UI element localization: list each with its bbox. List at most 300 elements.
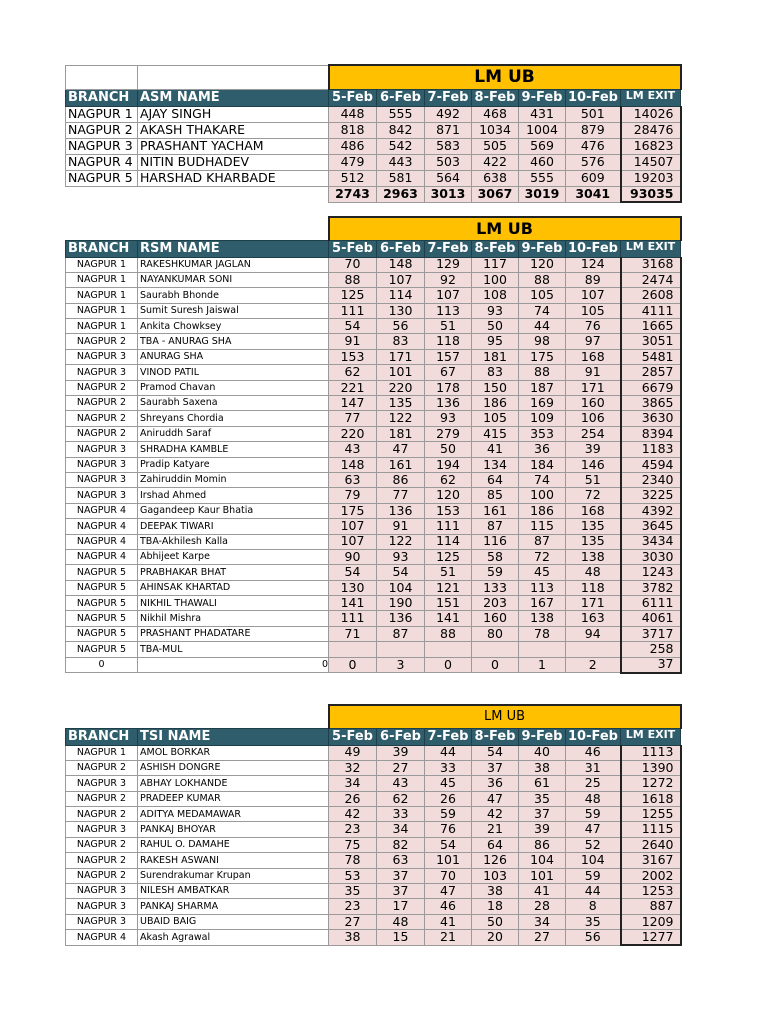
value-cell: 160	[566, 396, 621, 411]
exit-cell: 1113	[621, 745, 681, 760]
exit-cell: 1253	[621, 884, 681, 899]
value-cell: 186	[472, 396, 519, 411]
value-cell: 54	[329, 319, 377, 334]
value-cell: 36	[519, 442, 566, 457]
branch-cell: NAGPUR 1	[66, 272, 138, 287]
name-cell: Gagandeep Kaur Bhatia	[138, 503, 329, 518]
table-row	[66, 642, 681, 657]
value-cell: 126	[472, 853, 519, 868]
table-row	[66, 914, 681, 929]
value-cell: 107	[425, 288, 472, 303]
value-cell: 21	[425, 930, 472, 945]
value-cell: 147	[329, 396, 377, 411]
col-header-date: 5-Feb	[329, 89, 377, 106]
value-cell: 50	[425, 442, 472, 457]
value-cell: 88	[519, 272, 566, 287]
col-header-date: 9-Feb	[519, 240, 566, 257]
value-cell: 1034	[472, 122, 519, 138]
name-cell: AMOL BORKAR	[138, 745, 329, 760]
value-cell: 0	[329, 657, 377, 672]
name-cell: Abhijeet Karpe	[138, 549, 329, 564]
value-cell: 46	[566, 745, 621, 760]
table-row	[66, 580, 681, 595]
value-cell: 47	[472, 791, 519, 806]
value-cell: 56	[566, 930, 621, 945]
table-row	[66, 503, 681, 518]
value-cell: 148	[329, 457, 377, 472]
value-cell: 41	[425, 914, 472, 929]
table-row	[66, 170, 681, 186]
value-cell: 71	[329, 626, 377, 641]
branch-cell: NAGPUR 4	[66, 503, 138, 518]
value-cell: 18	[472, 899, 519, 914]
col-header-name: RSM NAME	[138, 240, 329, 257]
table-row	[66, 380, 681, 395]
value-cell: 28	[519, 899, 566, 914]
branch-cell: NAGPUR 5	[66, 565, 138, 580]
table-row	[66, 442, 681, 457]
col-header-exit: LM EXIT	[621, 240, 681, 257]
exit-cell: 37	[621, 657, 681, 672]
value-cell: 37	[472, 760, 519, 775]
exit-cell: 2640	[621, 837, 681, 852]
table-row	[66, 519, 681, 534]
value-cell: 77	[329, 411, 377, 426]
value-cell: 125	[329, 288, 377, 303]
name-cell: ABHAY LOKHANDE	[138, 776, 329, 791]
branch-cell: NAGPUR 5	[66, 642, 138, 657]
value-cell: 87	[377, 626, 425, 641]
value-cell: 40	[519, 745, 566, 760]
table-row	[66, 396, 681, 411]
value-cell: 35	[519, 791, 566, 806]
exit-cell: 6111	[621, 596, 681, 611]
table-row	[66, 776, 681, 791]
value-cell: 78	[519, 626, 566, 641]
value-cell: 27	[519, 930, 566, 945]
value-cell: 41	[519, 884, 566, 899]
table-row	[66, 853, 681, 868]
value-cell: 107	[566, 288, 621, 303]
col-header-date: 5-Feb	[329, 728, 377, 745]
value-cell: 124	[566, 257, 621, 272]
value-cell: 64	[472, 837, 519, 852]
value-cell: 72	[566, 488, 621, 503]
name-cell: PANKAJ SHARMA	[138, 899, 329, 914]
value-cell: 117	[472, 257, 519, 272]
value-cell: 31	[566, 760, 621, 775]
table-row	[66, 565, 681, 580]
table-row	[66, 122, 681, 138]
value-cell: 169	[519, 396, 566, 411]
branch-cell: NAGPUR 4	[66, 534, 138, 549]
value-cell: 138	[566, 549, 621, 564]
value-cell: 101	[519, 868, 566, 883]
value-cell: 34	[377, 822, 425, 837]
exit-cell: 4392	[621, 503, 681, 518]
exit-cell: 14026	[621, 106, 681, 122]
branch-cell: NAGPUR 2	[66, 807, 138, 822]
value-cell: 879	[566, 122, 621, 138]
exit-cell: 1390	[621, 760, 681, 775]
col-header-date: 9-Feb	[519, 728, 566, 745]
value-cell: 37	[377, 868, 425, 883]
value-cell: 77	[377, 488, 425, 503]
value-cell: 25	[566, 776, 621, 791]
name-cell: Surendrakumar Krupan	[138, 868, 329, 883]
exit-cell: 2474	[621, 272, 681, 287]
value-cell: 190	[377, 596, 425, 611]
exit-cell: 2857	[621, 365, 681, 380]
exit-cell: 3051	[621, 334, 681, 349]
value-cell: 167	[519, 596, 566, 611]
value-cell: 133	[472, 580, 519, 595]
exit-cell: 1272	[621, 776, 681, 791]
name-cell: AJAY SINGH	[138, 106, 329, 122]
exit-cell: 5481	[621, 349, 681, 364]
branch-cell: NAGPUR 3	[66, 914, 138, 929]
value-cell: 125	[425, 549, 472, 564]
branch-cell: NAGPUR 5	[66, 170, 138, 186]
name-cell: PRASHANT YACHAM	[138, 138, 329, 154]
title-row	[66, 217, 681, 240]
name-cell: Pramod Chavan	[138, 380, 329, 395]
value-cell: 34	[519, 914, 566, 929]
value-cell: 503	[425, 154, 472, 170]
value-cell: 91	[566, 365, 621, 380]
value-cell: 75	[329, 837, 377, 852]
value-cell: 52	[566, 837, 621, 852]
value-cell: 26	[425, 791, 472, 806]
value-cell: 53	[329, 868, 377, 883]
table-row	[66, 745, 681, 760]
value-cell: 187	[519, 380, 566, 395]
value-cell: 91	[329, 334, 377, 349]
col-header-date: 7-Feb	[425, 89, 472, 106]
value-cell: 175	[329, 503, 377, 518]
value-cell: 72	[519, 549, 566, 564]
value-cell: 54	[329, 565, 377, 580]
value-cell: 59	[472, 565, 519, 580]
name-cell: VINOD PATIL	[138, 365, 329, 380]
header-row	[66, 240, 681, 257]
value-cell: 83	[377, 334, 425, 349]
value-cell: 135	[566, 534, 621, 549]
value-cell: 48	[377, 914, 425, 929]
name-cell: Pradip Katyare	[138, 457, 329, 472]
table-row	[66, 534, 681, 549]
table-row	[66, 257, 681, 272]
value-cell: 91	[377, 519, 425, 534]
exit-cell: 3168	[621, 257, 681, 272]
value-cell: 121	[425, 580, 472, 595]
value-cell: 842	[377, 122, 425, 138]
value-cell: 63	[377, 853, 425, 868]
col-header-date: 6-Feb	[377, 240, 425, 257]
value-cell: 44	[519, 319, 566, 334]
value-cell: 104	[566, 853, 621, 868]
value-cell: 111	[425, 519, 472, 534]
table-row	[66, 488, 681, 503]
value-cell: 87	[519, 534, 566, 549]
value-cell: 42	[472, 807, 519, 822]
name-cell: DEEPAK TIWARI	[138, 519, 329, 534]
branch-cell: NAGPUR 5	[66, 611, 138, 626]
title-row	[66, 705, 681, 728]
value-cell: 2	[566, 657, 621, 672]
exit-cell: 4111	[621, 303, 681, 318]
name-cell: ANURAG SHA	[138, 349, 329, 364]
value-cell: 576	[566, 154, 621, 170]
value-cell: 583	[425, 138, 472, 154]
name-cell: Irshad Ahmed	[138, 488, 329, 503]
value-cell: 220	[329, 426, 377, 441]
value-cell: 103	[472, 868, 519, 883]
name-cell: RAHUL O. DAMAHE	[138, 837, 329, 852]
branch-cell: NAGPUR 5	[66, 580, 138, 595]
value-cell: 78	[329, 853, 377, 868]
value-cell: 101	[377, 365, 425, 380]
value-cell: 39	[377, 745, 425, 760]
name-cell: NILESH AMBATKAR	[138, 884, 329, 899]
branch-cell: NAGPUR 2	[66, 837, 138, 852]
exit-cell: 4594	[621, 457, 681, 472]
branch-cell: NAGPUR 5	[66, 596, 138, 611]
col-header-exit: LM EXIT	[621, 89, 681, 106]
value-cell: 62	[329, 365, 377, 380]
col-header-date: 10-Feb	[566, 89, 621, 106]
value-cell: 111	[329, 303, 377, 318]
value-cell: 114	[377, 288, 425, 303]
branch-cell: NAGPUR 3	[66, 472, 138, 487]
value-cell: 104	[519, 853, 566, 868]
branch-cell: NAGPUR 4	[66, 519, 138, 534]
name-cell: Shreyans Chordia	[138, 411, 329, 426]
value-cell: 153	[329, 349, 377, 364]
value-cell: 45	[519, 565, 566, 580]
exit-cell: 1665	[621, 319, 681, 334]
table-row	[66, 365, 681, 380]
empty-cell	[66, 65, 138, 89]
exit-cell: 3225	[621, 488, 681, 503]
exit-cell: 1255	[621, 807, 681, 822]
value-cell: 82	[377, 837, 425, 852]
value-cell: 59	[566, 868, 621, 883]
exit-cell: 14507	[621, 154, 681, 170]
value-cell: 98	[519, 334, 566, 349]
value-cell: 135	[566, 519, 621, 534]
value-cell: 492	[425, 106, 472, 122]
name-cell: Ankita Chowksey	[138, 319, 329, 334]
value-cell: 26	[329, 791, 377, 806]
branch-cell: NAGPUR 3	[66, 884, 138, 899]
header-row	[66, 728, 681, 745]
exit-cell: 3717	[621, 626, 681, 641]
value-cell: 83	[472, 365, 519, 380]
table-row	[66, 457, 681, 472]
value-cell: 161	[472, 503, 519, 518]
value-cell: 555	[519, 170, 566, 186]
exit-cell: 1618	[621, 791, 681, 806]
branch-cell: NAGPUR 3	[66, 822, 138, 837]
branch-cell: NAGPUR 2	[66, 853, 138, 868]
value-cell: 62	[425, 472, 472, 487]
value-cell: 15	[377, 930, 425, 945]
exit-cell: 3865	[621, 396, 681, 411]
branch-cell: NAGPUR 1	[66, 303, 138, 318]
name-cell: NITIN BUDHADEV	[138, 154, 329, 170]
exit-cell: 3030	[621, 549, 681, 564]
value-cell: 107	[377, 272, 425, 287]
value-cell: 194	[425, 457, 472, 472]
value-cell: 160	[472, 611, 519, 626]
value-cell: 48	[566, 565, 621, 580]
branch-cell: NAGPUR 4	[66, 154, 138, 170]
name-cell: Saurabh Bhonde	[138, 288, 329, 303]
value-cell: 105	[519, 288, 566, 303]
exit-cell: 16823	[621, 138, 681, 154]
name-cell: Zahiruddin Momin	[138, 472, 329, 487]
branch-cell: NAGPUR 4	[66, 549, 138, 564]
title-row	[66, 65, 681, 89]
value-cell: 59	[566, 807, 621, 822]
empty-cell	[66, 217, 138, 240]
branch-cell: NAGPUR 4	[66, 930, 138, 945]
value-cell: 108	[472, 288, 519, 303]
value-cell: 104	[377, 580, 425, 595]
value-cell: 89	[566, 272, 621, 287]
value-cell: 168	[566, 349, 621, 364]
value-cell: 203	[472, 596, 519, 611]
value-cell: 609	[566, 170, 621, 186]
value-cell: 157	[425, 349, 472, 364]
value-cell: 136	[377, 503, 425, 518]
value-cell: 79	[329, 488, 377, 503]
value-cell: 564	[425, 170, 472, 186]
value-cell: 153	[425, 503, 472, 518]
table-title: LM UB	[329, 705, 681, 728]
value-cell: 85	[472, 488, 519, 503]
col-header-branch: BRANCH	[66, 240, 138, 257]
value-cell: 97	[566, 334, 621, 349]
value-cell: 171	[566, 380, 621, 395]
value-cell: 0	[425, 657, 472, 672]
table-row	[66, 596, 681, 611]
branch-cell: NAGPUR 1	[66, 319, 138, 334]
value-cell: 555	[377, 106, 425, 122]
value-cell: 818	[329, 122, 377, 138]
branch-cell: 0	[66, 657, 138, 672]
table-row	[66, 411, 681, 426]
value-cell: 501	[566, 106, 621, 122]
value-cell: 118	[566, 580, 621, 595]
table-row	[66, 472, 681, 487]
value-cell: 221	[329, 380, 377, 395]
exit-cell: 19203	[621, 170, 681, 186]
value-cell: 161	[377, 457, 425, 472]
table-row	[66, 657, 681, 672]
value-cell: 87	[472, 519, 519, 534]
name-cell: SHRADHA KAMBLE	[138, 442, 329, 457]
value-cell: 45	[425, 776, 472, 791]
value-cell: 115	[519, 519, 566, 534]
value-cell: 415	[472, 426, 519, 441]
value-cell: 175	[519, 349, 566, 364]
value-cell: 35	[329, 884, 377, 899]
value-cell: 59	[425, 807, 472, 822]
value-cell: 8	[566, 899, 621, 914]
table-row	[66, 868, 681, 883]
exit-cell: 3434	[621, 534, 681, 549]
value-cell: 120	[519, 257, 566, 272]
value-cell: 49	[329, 745, 377, 760]
branch-cell: NAGPUR 5	[66, 626, 138, 641]
branch-cell: NAGPUR 3	[66, 776, 138, 791]
exit-cell: 8394	[621, 426, 681, 441]
col-header-date: 8-Feb	[472, 728, 519, 745]
value-cell: 27	[329, 914, 377, 929]
value-cell: 93	[472, 303, 519, 318]
name-cell: ADITYA MEDAMAWAR	[138, 807, 329, 822]
exit-cell: 887	[621, 899, 681, 914]
value-cell: 168	[566, 503, 621, 518]
table-row	[66, 426, 681, 441]
exit-cell: 2002	[621, 868, 681, 883]
value-cell: 134	[472, 457, 519, 472]
col-header-date: 6-Feb	[377, 728, 425, 745]
table-row	[66, 288, 681, 303]
value-cell: 151	[425, 596, 472, 611]
value-cell: 51	[425, 565, 472, 580]
value-cell: 95	[472, 334, 519, 349]
branch-cell: NAGPUR 3	[66, 488, 138, 503]
value-cell: 254	[566, 426, 621, 441]
value-cell: 47	[425, 884, 472, 899]
value-cell: 43	[329, 442, 377, 457]
table-row	[66, 822, 681, 837]
value-cell: 542	[377, 138, 425, 154]
branch-cell: NAGPUR 2	[66, 122, 138, 138]
value-cell: 64	[472, 472, 519, 487]
value-cell: 86	[377, 472, 425, 487]
name-cell: TBA-MUL	[138, 642, 329, 657]
table-row	[66, 807, 681, 822]
col-header-date: 5-Feb	[329, 240, 377, 257]
exit-cell: 4061	[621, 611, 681, 626]
col-header-date: 7-Feb	[425, 240, 472, 257]
exit-cell: 1209	[621, 914, 681, 929]
value-cell: 130	[329, 580, 377, 595]
table-title: LM UB	[329, 217, 681, 240]
asm-table	[65, 64, 682, 203]
name-cell: Saurabh Saxena	[138, 396, 329, 411]
empty-cell	[66, 705, 138, 728]
value-cell: 581	[377, 170, 425, 186]
value-cell: 871	[425, 122, 472, 138]
value-cell: 136	[425, 396, 472, 411]
exit-cell: 1277	[621, 930, 681, 945]
value-cell: 107	[329, 519, 377, 534]
value-cell: 512	[329, 170, 377, 186]
value-cell: 146	[566, 457, 621, 472]
total-row	[66, 186, 681, 202]
value-cell: 47	[566, 822, 621, 837]
value-cell: 118	[425, 334, 472, 349]
table-row	[66, 138, 681, 154]
value-cell: 135	[377, 396, 425, 411]
value-cell: 34	[329, 776, 377, 791]
name-cell: Nikhil Mishra	[138, 611, 329, 626]
